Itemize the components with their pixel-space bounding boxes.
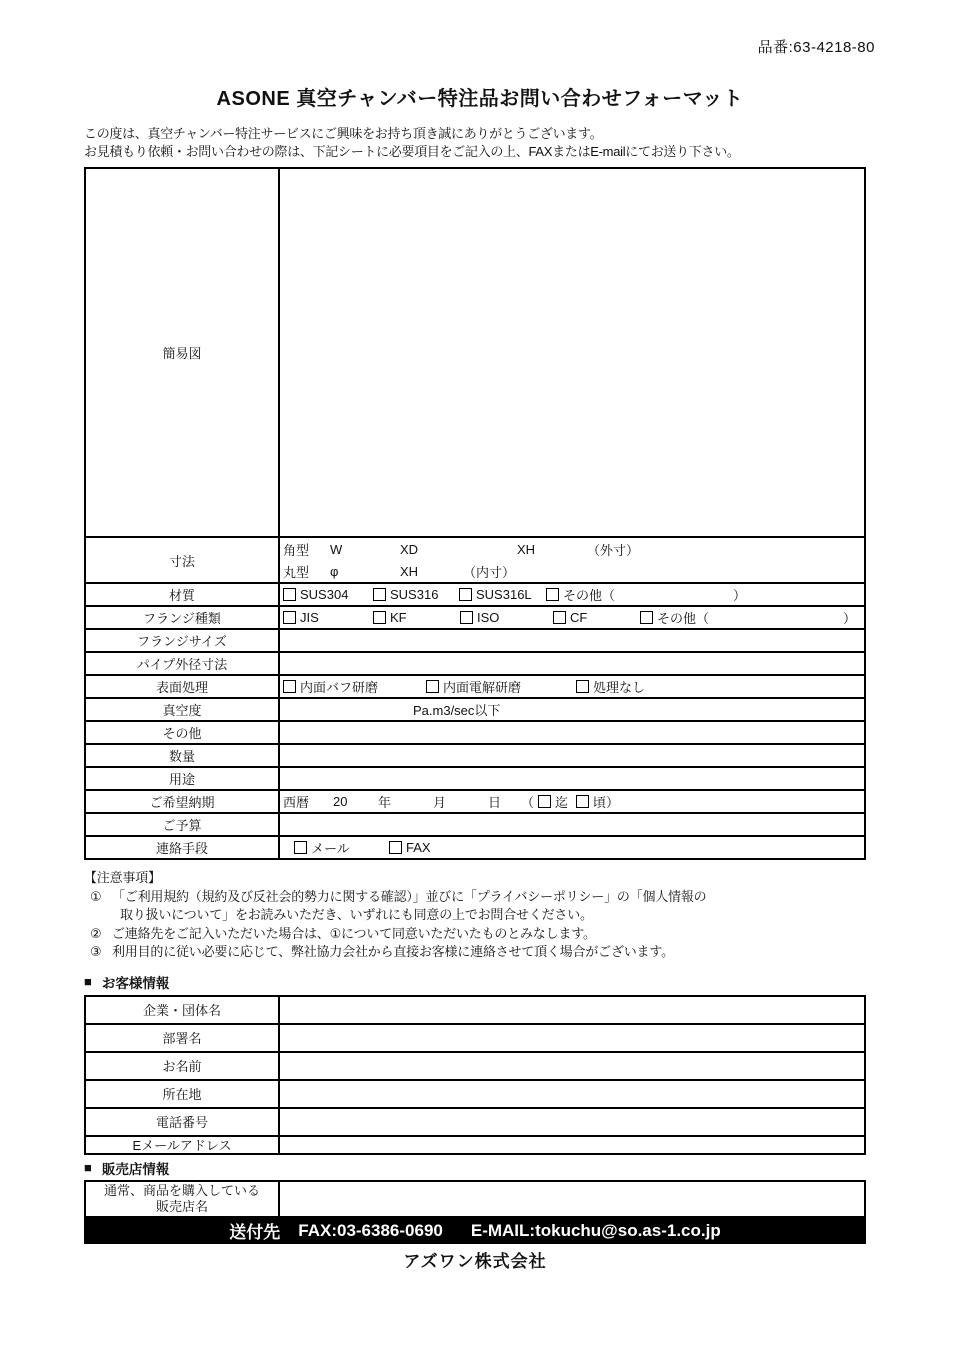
table-row bbox=[86, 1079, 864, 1107]
option-label: JIS bbox=[300, 610, 319, 625]
option-label: 処理なし bbox=[593, 680, 646, 695]
option-email[interactable] bbox=[294, 838, 389, 857]
dimensions-label: 寸法 bbox=[86, 538, 280, 582]
flange-type-field bbox=[280, 607, 864, 628]
row-surface bbox=[86, 674, 864, 697]
notes-section bbox=[84, 869, 866, 962]
row-diagram bbox=[86, 169, 864, 536]
note-line: 取り扱いについて」をお読みいただき、いずれにも同意の上でお問合せください。 bbox=[120, 907, 593, 922]
checkbox-icon bbox=[426, 680, 439, 693]
row-flange-size bbox=[86, 628, 864, 651]
other-field[interactable] bbox=[280, 722, 864, 743]
name-field[interactable] bbox=[280, 1053, 864, 1079]
dim-xh2-label: XH bbox=[400, 563, 419, 579]
dim-xd-label: XD bbox=[400, 541, 419, 557]
delivery-century: 20 bbox=[333, 794, 348, 809]
checkbox-icon bbox=[389, 841, 402, 854]
company-name: アズワン株式会社 bbox=[403, 1251, 547, 1271]
option-label: 頃 bbox=[593, 795, 607, 810]
row-delivery bbox=[86, 789, 864, 812]
option-sus316[interactable] bbox=[373, 587, 459, 602]
paren-close: ） bbox=[733, 588, 747, 603]
company-field[interactable] bbox=[280, 997, 864, 1023]
company-label: 企業・団体名 bbox=[86, 997, 280, 1023]
contact-label: 連絡手段 bbox=[86, 837, 280, 858]
dealer-table bbox=[84, 1180, 866, 1218]
budget-label: ご予算 bbox=[86, 814, 280, 835]
option-label: その他（ bbox=[563, 588, 616, 603]
option-sus316l[interactable] bbox=[459, 587, 546, 602]
other-label: その他 bbox=[86, 722, 280, 743]
dim-round-label: 丸型 bbox=[283, 564, 310, 580]
vacuum-label: 真空度 bbox=[86, 699, 280, 720]
table-row bbox=[86, 1135, 864, 1153]
notes-heading: 【注意事項】 bbox=[84, 870, 161, 885]
customer-section-heading bbox=[84, 972, 866, 992]
checkbox-icon bbox=[294, 841, 307, 854]
dimensions-line-round bbox=[283, 560, 864, 582]
contact-field bbox=[280, 837, 864, 858]
checkbox-icon bbox=[373, 588, 386, 601]
delivery-label: ご希望納期 bbox=[86, 791, 280, 812]
dim-outer-label: （外寸） bbox=[587, 542, 640, 558]
row-vacuum bbox=[86, 697, 864, 720]
option-label: SUS304 bbox=[300, 587, 349, 602]
option-label: SUS316L bbox=[476, 587, 532, 602]
delivery-era-label: 西暦 bbox=[283, 795, 310, 810]
option-kf[interactable] bbox=[373, 610, 460, 625]
option-material-other[interactable] bbox=[546, 585, 615, 604]
dealer-label-line-1: 通常、商品を購入している bbox=[103, 1182, 260, 1198]
dim-phi-label: φ bbox=[330, 563, 339, 579]
address-label: 所在地 bbox=[86, 1081, 280, 1107]
usage-field[interactable] bbox=[280, 768, 864, 789]
address-field[interactable] bbox=[280, 1081, 864, 1107]
option-jis[interactable] bbox=[283, 610, 373, 625]
flange-size-field[interactable] bbox=[280, 630, 864, 651]
delivery-day-label: 日 bbox=[488, 795, 502, 810]
table-row bbox=[86, 1182, 864, 1216]
vacuum-field[interactable] bbox=[280, 699, 864, 720]
option-cf[interactable] bbox=[553, 610, 640, 625]
checkbox-icon bbox=[538, 795, 551, 808]
intro-text bbox=[84, 125, 866, 161]
note-number: ③ bbox=[90, 944, 102, 959]
surface-label: 表面処理 bbox=[86, 676, 280, 697]
dealer-name-label bbox=[86, 1182, 280, 1216]
option-flange-other[interactable] bbox=[640, 608, 709, 627]
delivery-year-label: 年 bbox=[378, 795, 392, 810]
table-row bbox=[86, 997, 864, 1023]
checkbox-icon bbox=[576, 680, 589, 693]
option-no-treatment[interactable] bbox=[576, 677, 645, 696]
row-budget bbox=[86, 812, 864, 835]
note-item-3 bbox=[84, 943, 866, 962]
option-around[interactable] bbox=[576, 792, 606, 811]
dim-inner-label: （内寸） bbox=[463, 564, 516, 580]
material-field bbox=[280, 584, 864, 605]
delivery-month-label: 月 bbox=[433, 795, 447, 810]
option-label: メール bbox=[311, 841, 350, 856]
delivery-field[interactable] bbox=[280, 791, 864, 812]
diagram-area[interactable] bbox=[280, 169, 864, 536]
send-to-bar bbox=[84, 1218, 866, 1244]
row-dimensions bbox=[86, 536, 864, 582]
option-fax[interactable] bbox=[389, 840, 431, 855]
checkbox-icon bbox=[283, 611, 296, 624]
note-line: 「ご利用規約（規約及び反社会的勢力に関する確認）」並びに「プライバシーポリシー」の「個人情報の bbox=[112, 888, 707, 904]
phone-field[interactable] bbox=[280, 1109, 864, 1135]
form-sheet bbox=[84, 125, 866, 1272]
option-label: その他（ bbox=[657, 611, 710, 626]
option-electro-polish[interactable] bbox=[426, 677, 576, 696]
intro-line-1: この度は、真空チャンバー特注サービスにご興味をお持ち頂き誠にありがとうございます。 bbox=[84, 126, 603, 141]
quantity-field[interactable] bbox=[280, 745, 864, 766]
option-label: FAX bbox=[406, 840, 431, 855]
option-label: SUS316 bbox=[390, 587, 439, 602]
table-row bbox=[86, 1107, 864, 1135]
row-other bbox=[86, 720, 864, 743]
dimensions-field[interactable] bbox=[280, 538, 864, 582]
paren-open: （ bbox=[521, 795, 535, 810]
option-until[interactable] bbox=[538, 792, 568, 811]
table-row bbox=[86, 1051, 864, 1079]
flange-type-label: フランジ種類 bbox=[86, 607, 280, 628]
option-label: 内面バフ研磨 bbox=[300, 680, 379, 695]
paren-close: ） bbox=[842, 611, 856, 626]
table-row bbox=[86, 1023, 864, 1051]
part-number: 品番:63-4218-80 bbox=[757, 39, 875, 56]
checkbox-icon bbox=[546, 588, 559, 601]
budget-field[interactable] bbox=[280, 814, 864, 835]
row-material bbox=[86, 582, 864, 605]
option-label: 内面電解研磨 bbox=[443, 680, 522, 695]
option-label: KF bbox=[390, 610, 407, 625]
dealer-label-line bbox=[104, 1183, 260, 1215]
pipe-od-field[interactable] bbox=[280, 653, 864, 674]
note-text bbox=[112, 888, 866, 925]
dimensions-line-square bbox=[283, 538, 864, 560]
dealer-label-line-2: 販売店名 bbox=[155, 1198, 208, 1214]
checkbox-icon bbox=[553, 611, 566, 624]
fax-number: FAX:03-6386-0690 bbox=[298, 1220, 443, 1240]
vacuum-unit: Pa.m3/sec以下 bbox=[413, 703, 501, 718]
pipe-od-label: パイプ外径寸法 bbox=[86, 653, 280, 674]
note-number: ② bbox=[90, 925, 102, 941]
dim-xh-label: XH bbox=[517, 541, 536, 557]
email-address: E-MAIL:tokuchu@so.as-1.co.jp bbox=[470, 1220, 721, 1240]
intro-line-2: お見積もり依頼・お問い合わせの際は、下記シートに必要項目をご記入の上、FAXまたはE-mailにてお送り下さい。 bbox=[84, 144, 740, 159]
department-label: 部署名 bbox=[86, 1025, 280, 1051]
note-line: 利用目的に従い必要に応じて、弊社協力会社から直接お客様に連絡させて頂く場合がございます。 bbox=[112, 944, 674, 959]
note-item-2 bbox=[84, 925, 866, 944]
email-field[interactable] bbox=[280, 1137, 864, 1153]
customer-heading-text: お客様情報 bbox=[101, 975, 170, 991]
email-label: Eメールアドレス bbox=[86, 1137, 280, 1153]
department-field[interactable] bbox=[280, 1025, 864, 1051]
surface-field bbox=[280, 676, 864, 697]
row-contact bbox=[86, 835, 864, 858]
option-label: CF bbox=[570, 610, 588, 625]
flange-size-label: フランジサイズ bbox=[86, 630, 280, 651]
quantity-label: 数量 bbox=[86, 745, 280, 766]
checkbox-icon bbox=[640, 611, 653, 624]
dealer-name-field[interactable] bbox=[280, 1182, 864, 1216]
dealer-section-heading bbox=[84, 1158, 866, 1178]
option-iso[interactable] bbox=[460, 610, 553, 625]
checkbox-icon bbox=[373, 611, 386, 624]
checkbox-icon bbox=[283, 588, 296, 601]
checkbox-icon bbox=[459, 588, 472, 601]
spec-table bbox=[84, 167, 866, 860]
note-line: ご連絡先をご記入いただいた場合は、①について同意いただいたものとみなします。 bbox=[112, 925, 596, 941]
row-flange-type bbox=[86, 605, 864, 628]
option-label: ISO bbox=[477, 610, 500, 625]
option-label: 迄 bbox=[555, 795, 569, 810]
row-quantity bbox=[86, 743, 864, 766]
black-square-icon: ■ bbox=[84, 1160, 92, 1175]
name-label: お名前 bbox=[86, 1053, 280, 1079]
diagram-label: 簡易図 bbox=[86, 169, 280, 536]
note-item-1 bbox=[84, 888, 866, 925]
dim-square-label: 角型 bbox=[283, 542, 310, 558]
note-number: ① bbox=[90, 888, 102, 904]
send-to-label: 送付先 bbox=[229, 1223, 281, 1242]
customer-table bbox=[84, 995, 866, 1155]
page-title: ASONE 真空チャンバー特注品お問い合わせフォーマット bbox=[216, 88, 744, 110]
dim-w-label: W bbox=[330, 541, 343, 557]
row-pipe-od bbox=[86, 651, 864, 674]
checkbox-icon bbox=[283, 680, 296, 693]
paren-close: ） bbox=[606, 795, 620, 810]
row-usage bbox=[86, 766, 864, 789]
material-label: 材質 bbox=[86, 584, 280, 605]
checkbox-icon bbox=[460, 611, 473, 624]
option-buff-polish[interactable] bbox=[283, 677, 426, 696]
checkbox-icon bbox=[576, 795, 589, 808]
usage-label: 用途 bbox=[86, 768, 280, 789]
option-sus304[interactable] bbox=[283, 587, 373, 602]
black-square-icon: ■ bbox=[84, 974, 92, 989]
dealer-heading-text: 販売店情報 bbox=[101, 1161, 170, 1177]
phone-label: 電話番号 bbox=[86, 1109, 280, 1135]
